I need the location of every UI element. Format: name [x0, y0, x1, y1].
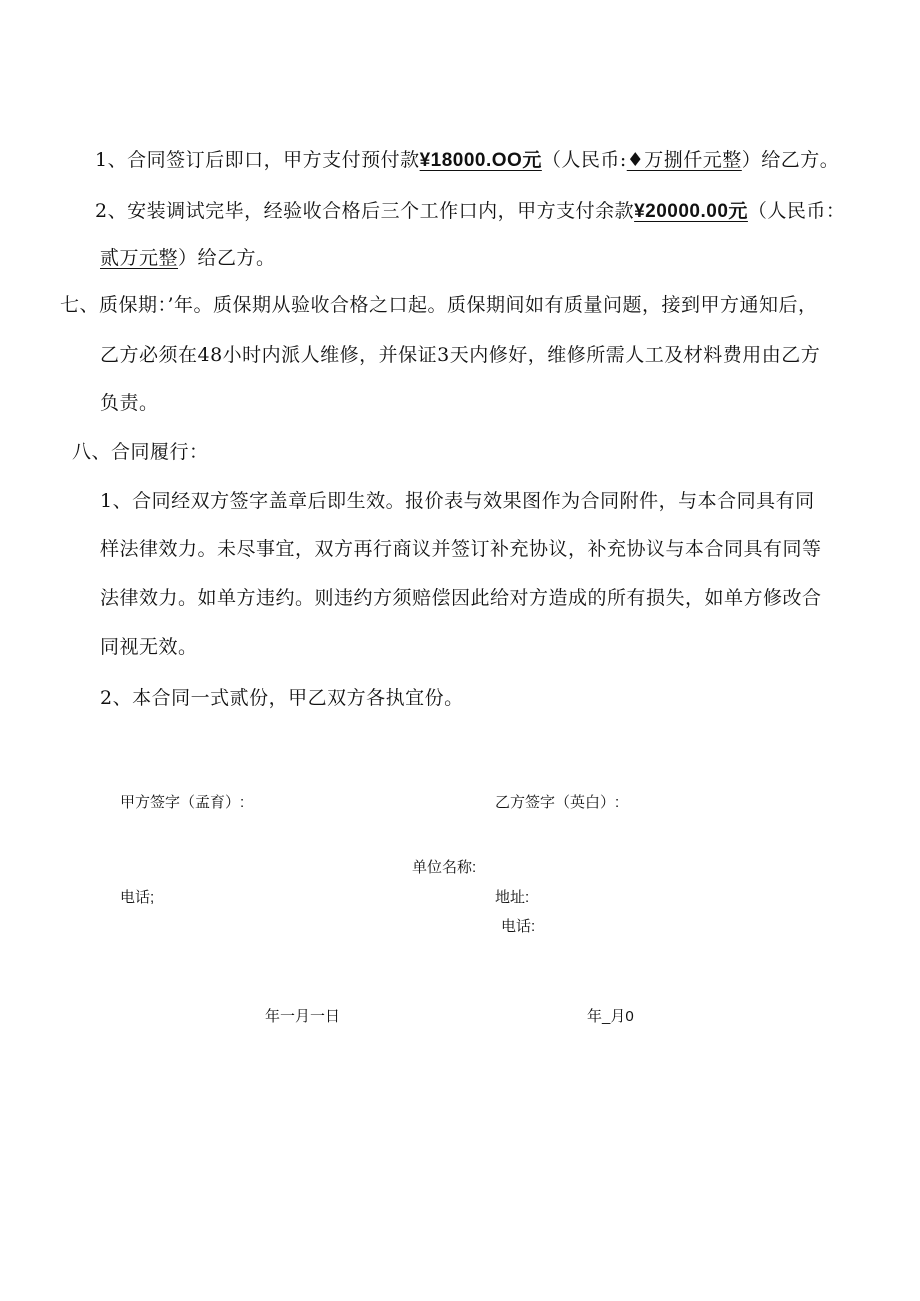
party-a-date: 年一月一日 — [265, 1008, 341, 1025]
payment-item-2 — [95, 196, 845, 223]
warranty-line-3: 负责。 — [100, 392, 159, 414]
performance-item-1-line-1: 1、合同经双方签字盖章后即生效。报价表与效果图作为合同附件，与本合同具有同 — [100, 490, 815, 512]
party-b-phone-label: 电话: — [501, 918, 536, 935]
payment-item-1-suffix: ）给乙方。 — [741, 149, 840, 171]
payment-item-1-mid: （人民币: — [541, 149, 627, 171]
payment-item-2-suffix: ）给乙方。 — [178, 247, 276, 269]
unit-name-label: 单位名称: — [412, 859, 477, 876]
party-a-phone-label: 电话; — [120, 889, 155, 906]
party-b-signature-label: 乙方签字（英白）: — [495, 794, 620, 811]
warranty-line-2: 乙方必须在48小时内派人维修，并保证3天内修好，维修所需人工及材料费用由乙方 — [100, 344, 821, 366]
payment-item-1-amount: ¥18000.OO元 — [419, 150, 542, 171]
warranty-line-1: 七、质保期：’年。质保期从验收合格之口起。质保期间如有质量问题，接到甲方通知后， — [60, 294, 818, 316]
payment-item-2-prefix: 2、安装调试完毕，经验收合格后三个工作口内，甲方支付余款 — [95, 200, 635, 222]
performance-item-1-line-2: 样法律效力。未尽事宜，双方再行商议并签订补充协议，补充协议与本合同具有同等 — [100, 538, 822, 560]
party-a-signature-label: 甲方签字（孟育）: — [120, 794, 245, 811]
payment-item-1-prefix: 1、合同签订后即口，甲方支付预付款 — [95, 149, 420, 171]
performance-item-2: 2、本合同一式贰份，甲乙双方各执宜份。 — [100, 687, 464, 709]
payment-item-1-amount-words: ♦万捌仟元整 — [626, 149, 742, 171]
performance-item-1-line-3: 法律效力。如单方违约。则违约方须赔偿因此给对方造成的所有损失，如单方修改合 — [100, 587, 822, 609]
party-b-date: 年_月0 — [587, 1008, 634, 1025]
payment-item-2-mid: （人民币： — [747, 200, 846, 222]
performance-heading: 八、合同履行： — [72, 441, 209, 463]
payment-item-1 — [95, 145, 839, 172]
payment-item-2-cont — [100, 243, 276, 270]
performance-item-1-line-4: 同视无效。 — [100, 636, 198, 658]
payment-item-2-amount: ¥20000.00元 — [634, 201, 748, 222]
party-b-address-label: 地址: — [495, 889, 530, 906]
payment-item-2-amount-words: 贰万元整 — [100, 247, 179, 269]
